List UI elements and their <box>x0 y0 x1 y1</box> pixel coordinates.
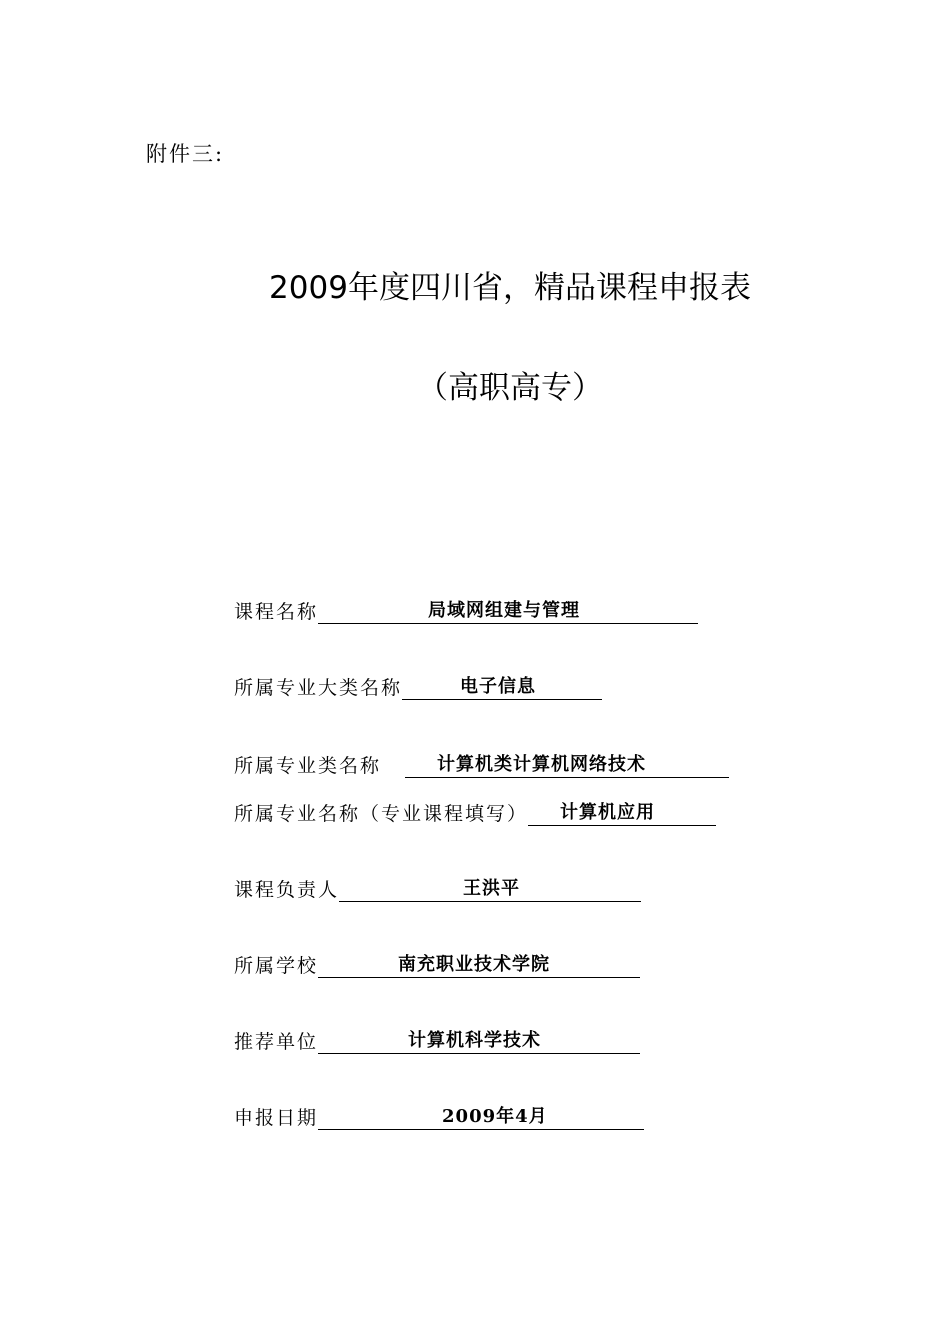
field-label: 申报日期 <box>234 1107 319 1129</box>
field-application-date <box>234 1100 644 1130</box>
field-label: 推荐单位 <box>234 1031 319 1053</box>
field-value: 计算机应用 <box>560 802 656 823</box>
form-subtitle: （高职高专） <box>417 370 603 406</box>
field-underline[interactable] <box>339 877 641 902</box>
field-value: 王洪平 <box>463 878 521 899</box>
annex-label: 附件三: <box>146 142 225 166</box>
field-course-name <box>234 594 698 624</box>
form-title: 2009年度四川省，精品课程申报表 <box>269 270 751 306</box>
field-major-name <box>234 796 716 826</box>
field-value: 电子信息 <box>460 676 537 697</box>
field-recommending-unit <box>234 1024 640 1054</box>
field-major-class <box>234 748 729 778</box>
field-underline[interactable] <box>318 1105 644 1130</box>
field-major-category <box>234 670 602 700</box>
field-value: 2009年4月 <box>442 1106 548 1127</box>
field-course-leader <box>234 872 641 902</box>
field-underline[interactable] <box>528 801 716 826</box>
field-value: 计算机科学技术 <box>408 1030 542 1051</box>
field-label: 所属专业名称（专业课程填写） <box>234 803 529 825</box>
field-value: 局域网组建与管理 <box>428 600 581 621</box>
field-underline[interactable] <box>318 953 640 978</box>
field-value: 南充职业技术学院 <box>398 954 551 975</box>
field-underline[interactable] <box>318 599 698 624</box>
field-value: 计算机类计算机网络技术 <box>437 754 647 775</box>
field-underline[interactable] <box>405 753 729 778</box>
field-underline[interactable] <box>402 675 602 700</box>
field-underline[interactable] <box>318 1029 640 1054</box>
field-school <box>234 948 640 978</box>
field-label: 课程名称 <box>234 601 319 623</box>
field-label: 所属学校 <box>234 955 319 977</box>
field-label: 课程负责人 <box>234 879 340 901</box>
field-label: 所属专业大类名称 <box>234 677 403 699</box>
field-label: 所属专业类名称 <box>234 755 382 777</box>
